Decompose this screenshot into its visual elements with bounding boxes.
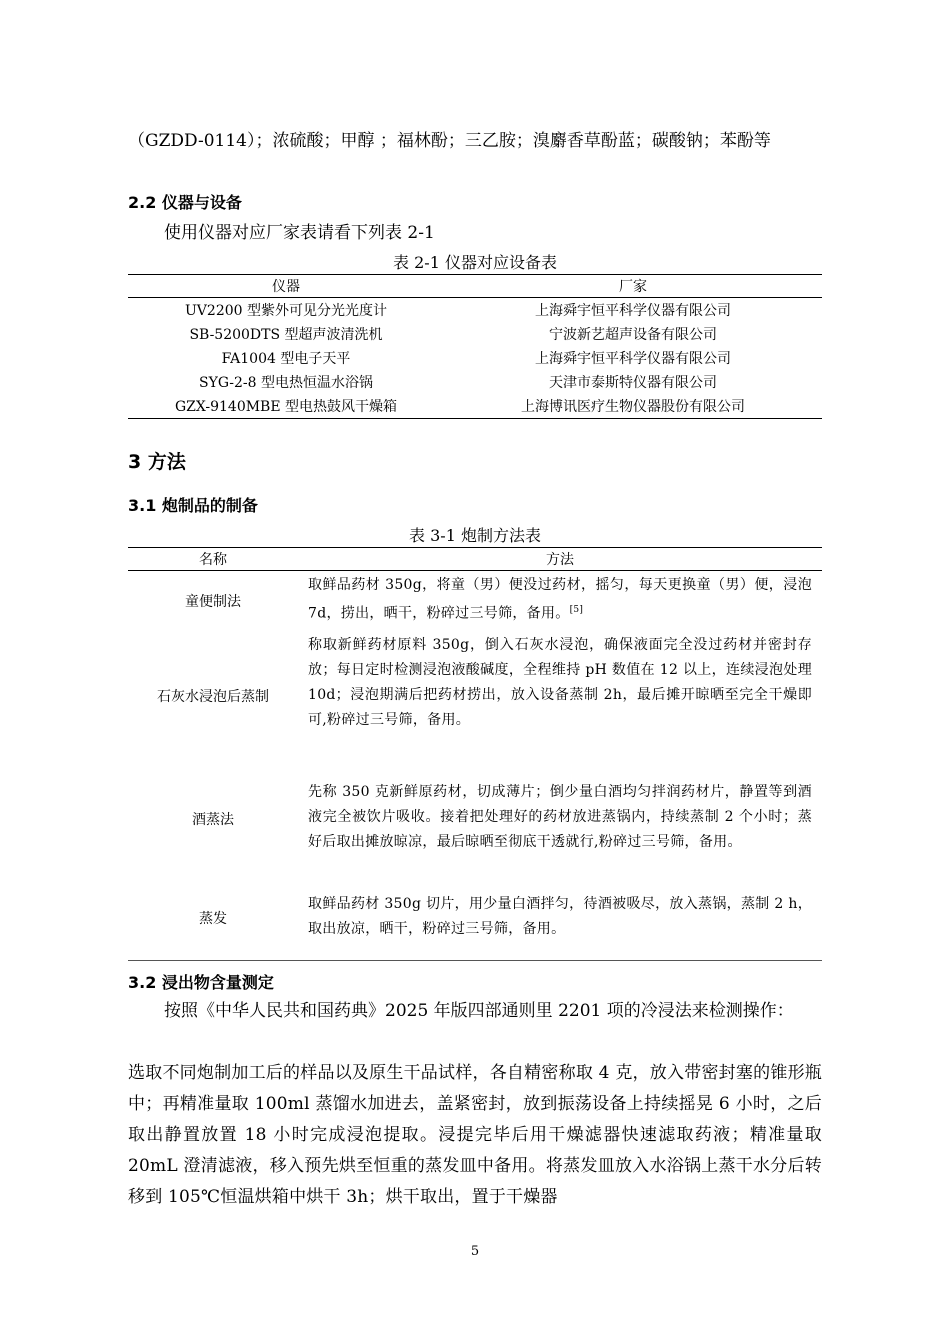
header-method: 方法	[298, 548, 822, 571]
method-text: 取鲜品药材 350g，将童（男）便没过药材，摇匀，每天更换童（男）便，浸泡 7d，捞出，晒干，粉碎过三号筛，备用。	[308, 577, 812, 622]
method-name-cell: 酒蒸法	[192, 811, 234, 828]
method-description-cell	[298, 761, 822, 877]
manufacturer-cell: 天津市泰斯特仪器有限公司	[549, 375, 717, 391]
manufacturer-cell: 上海舜宇恒平科学仪器有限公司	[535, 351, 731, 367]
citation-ref: [5]	[569, 605, 584, 615]
table-3-1-caption: 表 3-1 炮制方法表	[409, 526, 541, 545]
instrument-table	[128, 274, 822, 419]
paragraph-extract-procedure: 选取不同炮制加工后的样品以及原生干品试样，各自精密称取 4 克，放入带密封塞的锥形瓶中；再精准量取 100ml 蒸馏水加进去，盖紧密封，放到振荡设备上持续摇晃 6 小时，之后取出静置放置 18 小时完成浸泡提取。浸提完毕后用干燥滤器快速滤取药液；精准量取 20mL 澄清滤液，移入预先烘至恒重的蒸发皿中备用。将蒸发皿放入水浴锅上蒸干水分后转移到 105℃恒温烘箱中烘干 3h；烘干取出，置于干燥器	[128, 1063, 822, 1207]
table-row	[128, 298, 822, 323]
table-row	[128, 571, 822, 631]
instrument-cell: SYG-2-8 型电热恒温水浴锅	[198, 375, 373, 391]
table-row	[128, 761, 822, 877]
table-header-row	[128, 275, 822, 298]
page-number: 5	[470, 1244, 480, 1259]
method-name-cell: 童便制法	[185, 593, 241, 610]
table-header-row	[128, 548, 822, 571]
heading-3-1: 3.1 炮制品的制备	[128, 496, 258, 515]
heading-3-2: 3.2 浸出物含量测定	[128, 973, 274, 992]
heading-3: 3 方法	[128, 451, 186, 473]
method-text: 取鲜品药材 350g 切片，用少量白酒拌匀，待酒被吸尽，放入蒸锅，蒸制 2 h，取出放凉，晒干，粉碎过三号筛，备用。	[308, 896, 812, 938]
instrument-cell: GZX-9140MBE 型电热鼓风干燥箱	[174, 399, 398, 415]
table-row	[128, 394, 822, 419]
instrument-cell: UV2200 型紫外可见分光光度计	[185, 303, 387, 319]
paragraph-instruments-intro: 使用仪器对应厂家表请看下列表 2-1	[164, 223, 435, 243]
heading-2-2: 2.2 仪器与设备	[128, 193, 242, 212]
instrument-cell: SB-5200DTS 型超声波清洗机	[189, 327, 383, 343]
header-name: 名称	[128, 548, 298, 571]
manufacturer-cell: 上海博讯医疗生物仪器股份有限公司	[521, 399, 745, 415]
method-text: 称取新鲜药材原料 350g，倒入石灰水浸泡，确保液面完全没过药材并密封存放；每日定时检测浸泡液酸碱度，全程维持 pH 数值在 12 以上，连续浸泡处理 10d；浸泡期满后把药材捞出，放入设备蒸制 2h，最后摊开晾晒至完全干燥即可,粉碎过三号筛，备用。	[308, 636, 812, 728]
processing-method-table	[128, 547, 822, 961]
method-name-cell: 石灰水浸泡后蒸制	[157, 688, 269, 705]
table-row	[128, 877, 822, 961]
manufacturer-cell: 宁波新艺超声设备有限公司	[549, 327, 717, 343]
table-row	[128, 346, 822, 370]
method-description-cell	[298, 631, 822, 761]
table-row	[128, 631, 822, 761]
table-2-1-caption: 表 2-1 仪器对应设备表	[393, 253, 557, 272]
header-manufacturer: 厂家	[444, 275, 822, 298]
method-text: 先称 350 克新鲜原药材，切成薄片；倒少量白酒均匀拌润药材片，静置等到酒液完全被饮片吸收。接着把处理好的药材放进蒸锅内，持续蒸制 2 个小时；蒸好后取出摊放晾凉，最后晾晒至彻底干透就行,粉碎过三号筛，备用。	[308, 784, 812, 851]
header-instrument: 仪器	[128, 275, 444, 298]
table-row	[128, 370, 822, 394]
method-description-cell	[298, 571, 822, 631]
paragraph-extract-method: 按照《中华人民共和国药典》2025 年版四部通则里 2201 项的冷浸法来检测操作：	[164, 1001, 794, 1021]
paragraph-reagents: （GZDD-0114）；浓硫酸；甲醇 ；福林酚；三乙胺；溴麝香草酚蓝；碳酸钠；苯酚等	[128, 131, 771, 151]
method-description-cell	[298, 877, 822, 961]
manufacturer-cell: 上海舜宇恒平科学仪器有限公司	[535, 303, 731, 319]
instrument-cell: FA1004 型电子天平	[221, 351, 351, 367]
table-row	[128, 322, 822, 346]
method-name-cell: 蒸发	[199, 911, 227, 928]
